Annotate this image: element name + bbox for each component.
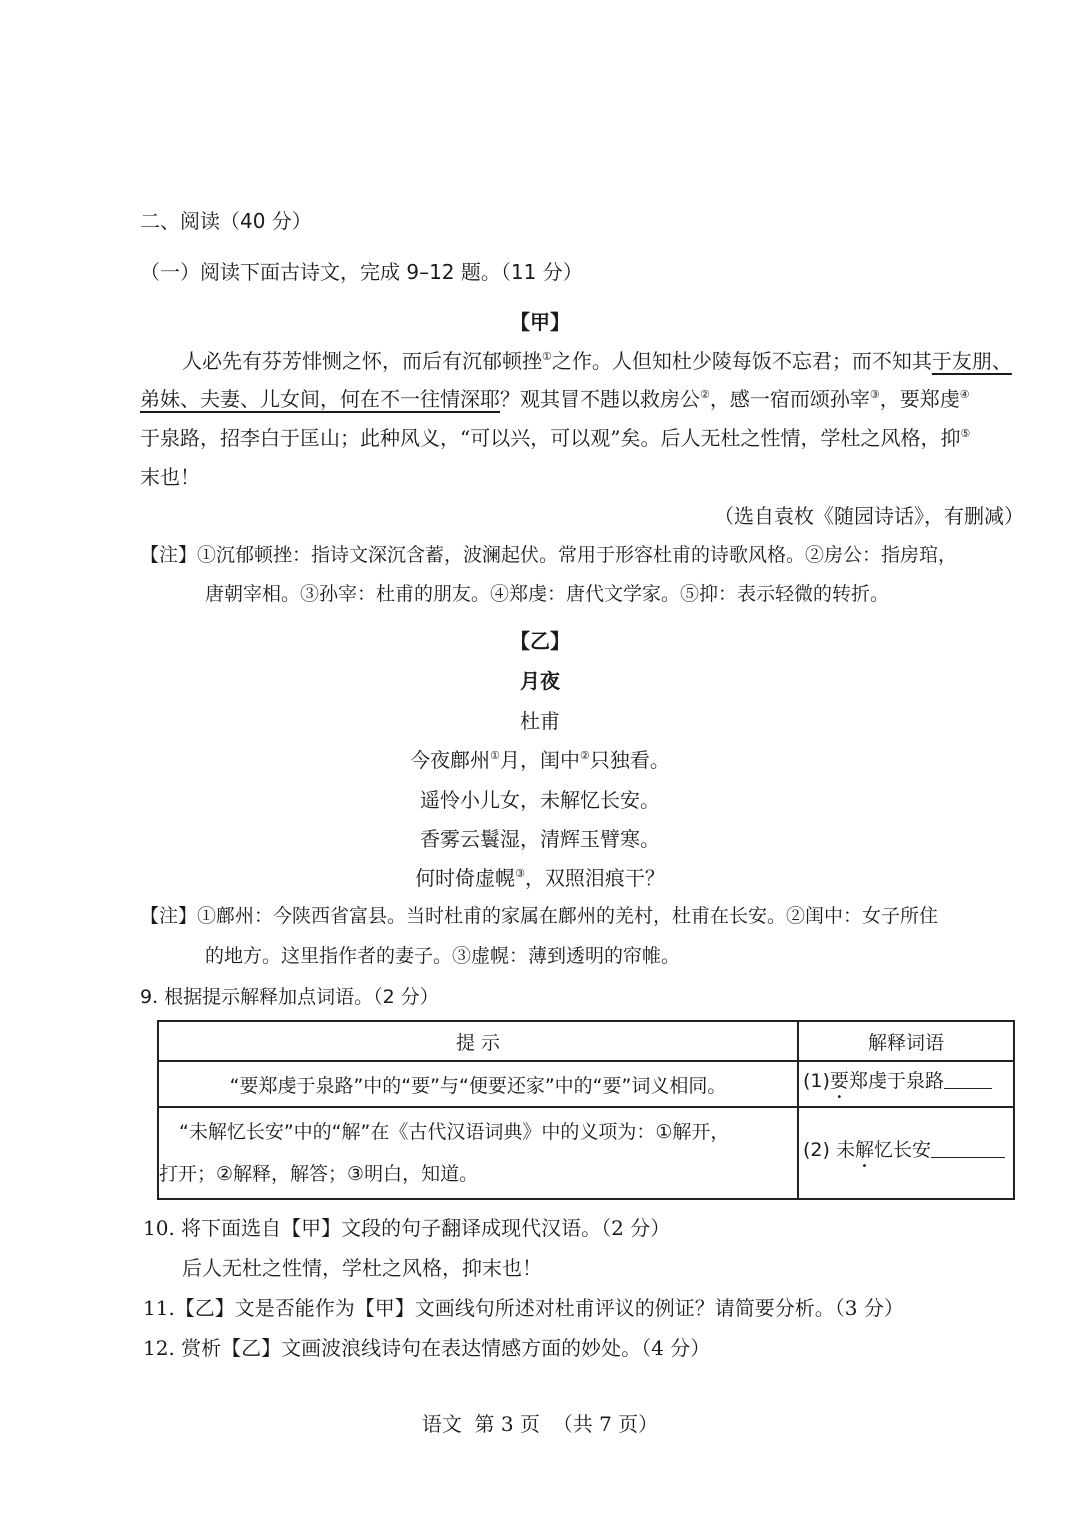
page-footer: 语文 第 3 页 （共 7 页） (421, 1412, 659, 1436)
section-title: 二、阅读（40 分） (140, 209, 312, 233)
table-header-hint: 提 示 (158, 1021, 798, 1061)
note-marker: ② (580, 749, 590, 762)
poem-line-1: 今夜鄜州①月，闺中②只独看。 (410, 748, 670, 772)
jia-source: （选自袁枚《随园诗话》，有删减） (714, 504, 1024, 528)
poem-line-2: 遥怜小儿女，未解忆长安。 (420, 788, 660, 812)
jia-notes-1: 【注】①沉郁顿挫：指诗文深沉含蓄，波澜起伏。常用于形容杜甫的诗歌风格。②房公：指房琯， (140, 544, 958, 566)
answer-blank[interactable] (944, 1088, 992, 1089)
yi-label: 【乙】 (510, 629, 570, 653)
question-10-sentence: 后人无杜之性情，学杜之风格，抑末也！ (182, 1256, 542, 1280)
yi-notes-1: 【注】①鄜州：今陕西省富县。当时杜甫的家属在鄜州的羌村，杜甫在长安。②闺中：女子所住 (140, 905, 939, 927)
hint-table (157, 1020, 1015, 1200)
table-row-1-answer[interactable]: (1)要郑虔于泉路 (798, 1061, 1014, 1107)
note-marker: ③ (869, 388, 880, 401)
poem-line-4: 何时倚虚幌③，双照泪痕干？ (415, 866, 665, 890)
question-12: 12. 赏析【乙】文画波浪线诗句在表达情感方面的妙处。（4 分） (143, 1336, 711, 1360)
note-marker: ② (700, 388, 710, 401)
table-row-2-answer[interactable]: (2) 未解忆长安 (798, 1107, 1014, 1199)
poem-author: 杜甫 (520, 709, 560, 733)
part-title: （一）阅读下面古诗文，完成 9–12 题。（11 分） (140, 260, 583, 284)
jia-line-3: 于泉路，招李白于匡山；此种风义，“可以兴，可以观”矣。后人无杜之性情，学杜之风格，抑⑤ (140, 426, 971, 450)
poem-line-3: 香雾云鬟湿，清辉玉臂寒。 (420, 827, 660, 851)
yi-notes-2: 的地方。这里指作者的妻子。③虚幌：薄到透明的帘帷。 (205, 945, 681, 967)
question-9: 9. 根据提示解释加点词语。（2 分） (140, 986, 439, 1008)
jia-line-2: 弟妹、夫妻、儿女间，何在不一往情深耶？观其冒不韪以救房公②，感一宿而颂孙宰③，要郑虔④ (140, 387, 970, 411)
note-marker: ④ (959, 388, 970, 401)
note-marker: ① (490, 749, 500, 762)
note-marker: ① (542, 350, 552, 363)
table-row-2-hint: “未解忆长安”中的“解”在《古代汉语词典》中的义项为：①解开， 打开；②解释，解答；③明白，知道。 (158, 1107, 798, 1199)
answer-blank[interactable] (931, 1157, 1005, 1158)
note-marker: ⑤ (960, 427, 971, 440)
jia-notes-2: 唐朝宰相。③孙宰：杜甫的朋友。④郑虔：唐代文学家。⑤抑：表示轻微的转折。 (205, 583, 890, 605)
underlined-sentence: 于友朋、 (931, 349, 1012, 373)
jia-line-1: 人必先有芬芳悱恻之怀，而后有沉郁顿挫①之作。人但知杜少陵每饭不忘君；而不知其于友朋、 (182, 349, 1012, 373)
poem-title: 月夜 (520, 669, 560, 693)
table-row-1-hint: “要郑虔于泉路”中的“要”与“便要还家”中的“要”词义相同。 (158, 1061, 798, 1107)
note-marker: ③ (515, 867, 525, 880)
jia-line-4: 末也！ (140, 465, 200, 489)
table-header-explain: 解释词语 (798, 1021, 1014, 1061)
question-10: 10. 将下面选自【甲】文段的句子翻译成现代汉语。（2 分） (143, 1216, 671, 1240)
question-11: 11.【乙】文是否能作为【甲】文画线句所述对杜甫评议的例证？请简要分析。（3 分） (143, 1296, 904, 1320)
jia-label: 【甲】 (510, 310, 570, 334)
underlined-sentence: 弟妹、夫妻、儿女间，何在不一往情深耶 (140, 387, 500, 411)
